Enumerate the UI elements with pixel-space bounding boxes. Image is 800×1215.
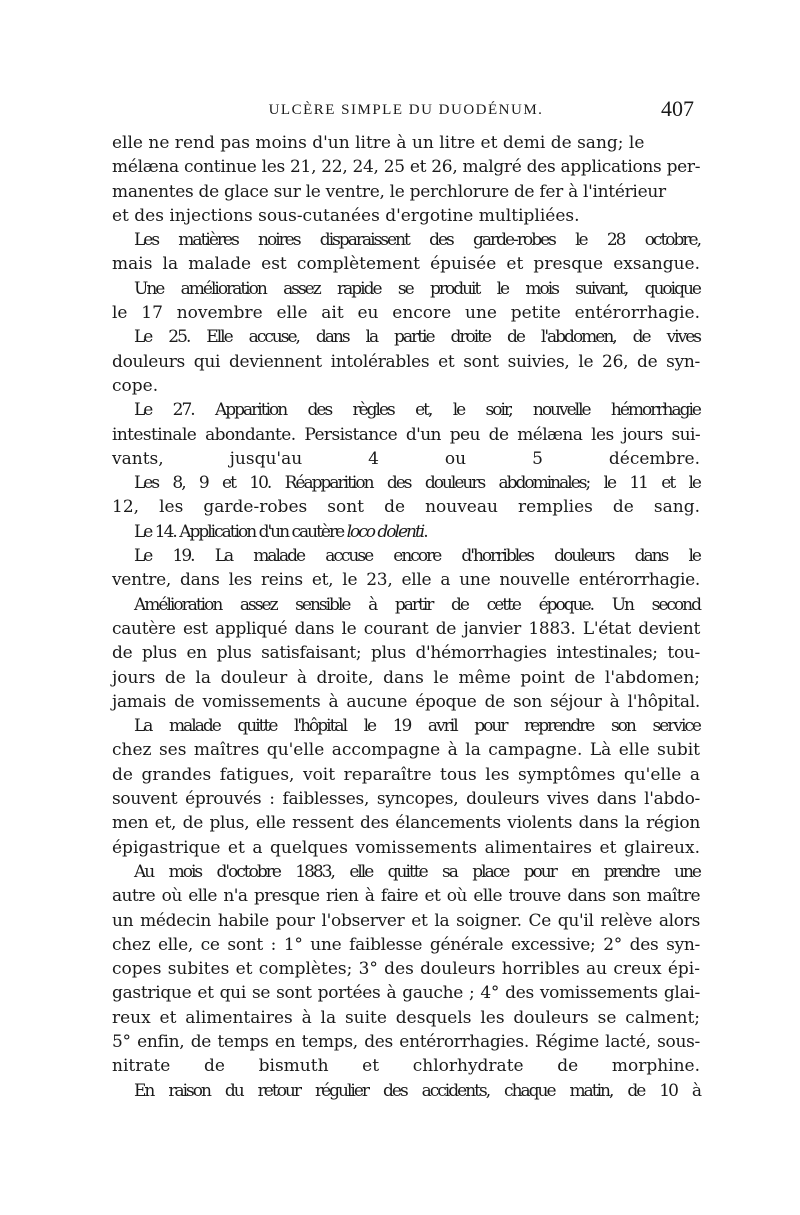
text-line: intestinale abondante. Persistance d'un peu de mélæna les jours sui-	[112, 424, 700, 445]
text-line: Les matières noires disparaissent des garde-robes le 28 octobre,	[134, 230, 700, 251]
text-line: vants, jusqu'au 4 ou 5 décembre.	[112, 448, 700, 469]
page-header	[112, 94, 700, 128]
text-line: Amélioration assez sensible à partir de cette époque. Un second	[134, 594, 700, 615]
text-line: chez elle, ce sont : 1° une faiblesse générale excessive; 2° des syn-	[112, 934, 700, 955]
text-line: Le 19. La malade accuse encore d'horribles douleurs dans le	[134, 546, 700, 567]
text-line: En raison du retour régulier des accidents, chaque matin, de 10 à	[134, 1080, 700, 1101]
text-line: nitrate de bismuth et chlorhydrate de morphine.	[112, 1056, 700, 1077]
text-line: souvent éprouvés : faiblesses, syncopes, douleurs vives dans l'abdo-	[112, 789, 700, 810]
paragraph-7	[112, 520, 700, 544]
text-line: autre où elle n'a presque rien à faire et où elle trouve dans son maître	[112, 886, 700, 907]
book-page	[112, 94, 700, 1103]
text-line: douleurs qui deviennent intolérables et sont suivies, le 26, de syn-	[112, 351, 700, 372]
text-line: Une amélioration assez rapide se produit le mois suivant, quoique	[134, 278, 700, 299]
paragraph-3	[112, 277, 700, 326]
text-line: et des injections sous-cutanées d'ergotine multipliées.	[112, 205, 580, 226]
text-line: le 17 novembre elle ait eu encore une petite entérorrhagie.	[112, 303, 700, 324]
text-line: elle ne rend pas moins d'un litre à un litre et demi de sang; le	[112, 133, 645, 153]
text-fragment: Le 14. Application d'un cautère	[134, 521, 347, 542]
text-line: Les 8, 9 et 10. Réapparition des douleurs abdominales; le 11 et le	[134, 473, 700, 494]
running-title: ULCÈRE SIMPLE DU DUODÉNUM.	[268, 102, 544, 118]
text-line: de plus en plus satisfaisant; plus d'hémorrhagies intestinales; tou-	[112, 643, 700, 664]
paragraph-8	[112, 544, 700, 593]
text-line: men et, de plus, elle ressent des élancements violents dans la région	[112, 813, 700, 834]
text-line: cope.	[112, 375, 159, 396]
text-line: jamais de vomissements à aucune époque de son séjour à l'hôpital.	[112, 691, 700, 712]
paragraph-1	[112, 131, 700, 228]
paragraph-2	[112, 228, 700, 277]
page-number: 407	[661, 96, 694, 121]
text-line: copes subites et complètes; 3° des douleurs horribles au creux épi-	[112, 959, 700, 980]
paragraph-6	[112, 471, 700, 520]
text-line: gastrique et qui se sont portées à gauche ; 4° des vomissements glai-	[112, 983, 700, 1004]
paragraph-4	[112, 325, 700, 398]
text-line: mélæna continue les 21, 22, 24, 25 et 26, malgré des applications per-	[112, 157, 701, 178]
paragraph-10	[112, 714, 700, 860]
text-line: de grandes fatigues, voit reparaître tous les symptômes qu'elle a	[112, 764, 700, 785]
text-line	[112, 520, 700, 544]
text-line: cautère est appliqué dans le courant de janvier 1883. L'état devient	[112, 618, 700, 639]
text-line: mais la malade est complètement épuisée et presque exsangue.	[112, 254, 700, 275]
text-line: ventre, dans les reins et, le 23, elle a une nouvelle entérorrhagie.	[112, 570, 700, 591]
italic-phrase: loco dolenti	[346, 521, 424, 542]
text-line: reux et alimentaires à la suite desquels les douleurs se calment;	[112, 1007, 700, 1028]
text-line: Le 27. Apparition des règles et, le soir, nouvelle hémorrhagie	[134, 400, 700, 421]
text-fragment: .	[423, 521, 427, 542]
text-line: 12, les garde-robes sont de nouveau remplies de sang.	[112, 497, 700, 518]
text-line: Au mois d'octobre 1883, elle quitte sa place pour en prendre une	[134, 861, 700, 882]
page-body	[112, 131, 700, 1103]
paragraph-12	[112, 1079, 700, 1103]
text-line: épigastrique et a quelques vomissements alimentaires et glaireux.	[112, 837, 700, 858]
text-line: chez ses maîtres qu'elle accompagne à la campagne. Là elle subit	[112, 740, 700, 761]
text-line: Le 25. Elle accuse, dans la partie droite de l'abdomen, de vives	[134, 327, 700, 348]
text-line: manentes de glace sur le ventre, le perchlorure de fer à l'intérieur	[112, 181, 666, 202]
text-line: un médecin habile pour l'observer et la soigner. Ce qu'il relève alors	[112, 910, 700, 931]
paragraph-5	[112, 398, 700, 471]
text-line: 5° enfin, de temps en temps, des entérorrhagies. Régime lacté, sous-	[112, 1031, 700, 1052]
text-line: La malade quitte l'hôpital le 19 avril pour reprendre son service	[134, 716, 700, 737]
text-line: jours de la douleur à droite, dans le même point de l'abdomen;	[112, 667, 700, 688]
paragraph-9	[112, 593, 700, 714]
paragraph-11	[112, 860, 700, 1079]
